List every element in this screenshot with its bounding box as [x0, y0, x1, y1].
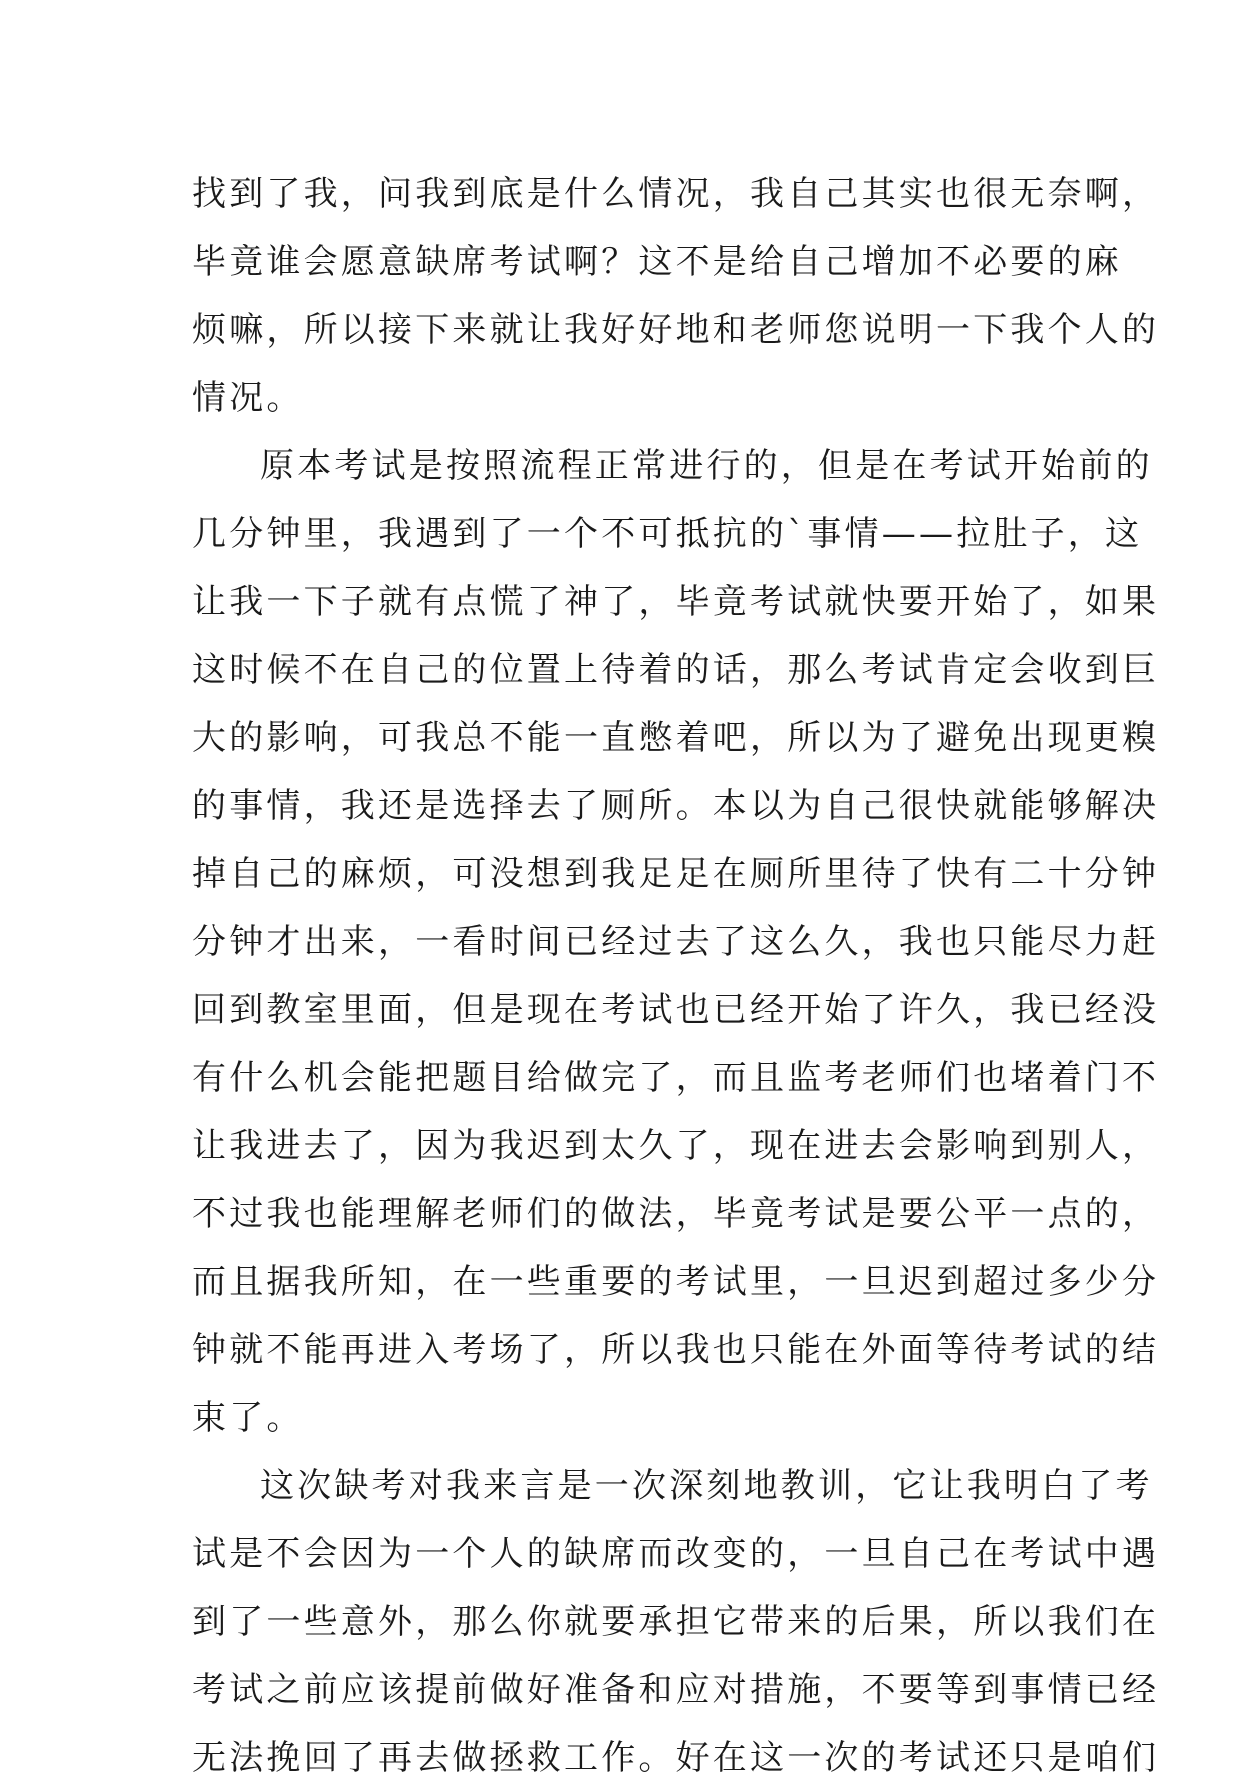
text-line: 烦嘛，所以接下来就让我好好地和老师您说明一下我个人的: [192, 310, 1160, 350]
text-line: 钟就不能再进入考场了，所以我也只能在外面等待考试的结: [192, 1330, 1160, 1370]
text-line: 到了一些意外，那么你就要承担它带来的后果，所以我们在: [192, 1602, 1160, 1642]
text-line: 大的影响，可我总不能一直憋着吧，所以为了避免出现更糗: [192, 718, 1160, 758]
text-line: 而且据我所知，在一些重要的考试里，一旦迟到超过多少分: [192, 1262, 1160, 1302]
text-line: 毕竟谁会愿意缺席考试啊？这不是给自己增加不必要的麻: [192, 242, 1122, 282]
text-line: 几分钟里，我遇到了一个不可抵抗的`事情——拉肚子，这: [192, 514, 1143, 554]
paragraph-first-line: 这次缺考对我来言是一次深刻地教训，它让我明白了考: [260, 1466, 1153, 1506]
text-line: 这时候不在自己的位置上待着的话，那么考试肯定会收到巨: [192, 650, 1160, 690]
text-line: 考试之前应该提前做好准备和应对措施，不要等到事情已经: [192, 1670, 1160, 1710]
text-line: 不过我也能理解老师们的做法，毕竟考试是要公平一点的，: [192, 1194, 1160, 1234]
text-line: 有什么机会能把题目给做完了，而且监考老师们也堵着门不: [192, 1058, 1160, 1098]
text-line: 情况。: [192, 378, 304, 418]
body-text: [192, 160, 1160, 1792]
paragraph-first-line: 原本考试是按照流程正常进行的，但是在考试开始前的: [260, 446, 1153, 486]
text-line: 无法挽回了再去做拯救工作。好在这一次的考试还只是咱们: [192, 1738, 1160, 1778]
text-line: 试是不会因为一个人的缺席而改变的，一旦自己在考试中遇: [192, 1534, 1160, 1574]
text-line: 的事情，我还是选择去了厕所。本以为自己很快就能够解决: [192, 786, 1160, 826]
text-line: 让我进去了，因为我迟到太久了，现在进去会影响到别人，: [192, 1126, 1160, 1166]
text-line: 回到教室里面，但是现在考试也已经开始了许久，我已经没: [192, 990, 1160, 1030]
text-line: 束了。: [192, 1398, 304, 1438]
text-line: 让我一下子就有点慌了神了，毕竟考试就快要开始了，如果: [192, 582, 1160, 622]
text-line: 分钟才出来，一看时间已经过去了这么久，我也只能尽力赶: [192, 922, 1160, 962]
text-line: 找到了我，问我到底是什么情况，我自己其实也很无奈啊，: [192, 174, 1160, 214]
text-line: 掉自己的麻烦，可没想到我足足在厕所里待了快有二十分钟: [192, 854, 1160, 894]
